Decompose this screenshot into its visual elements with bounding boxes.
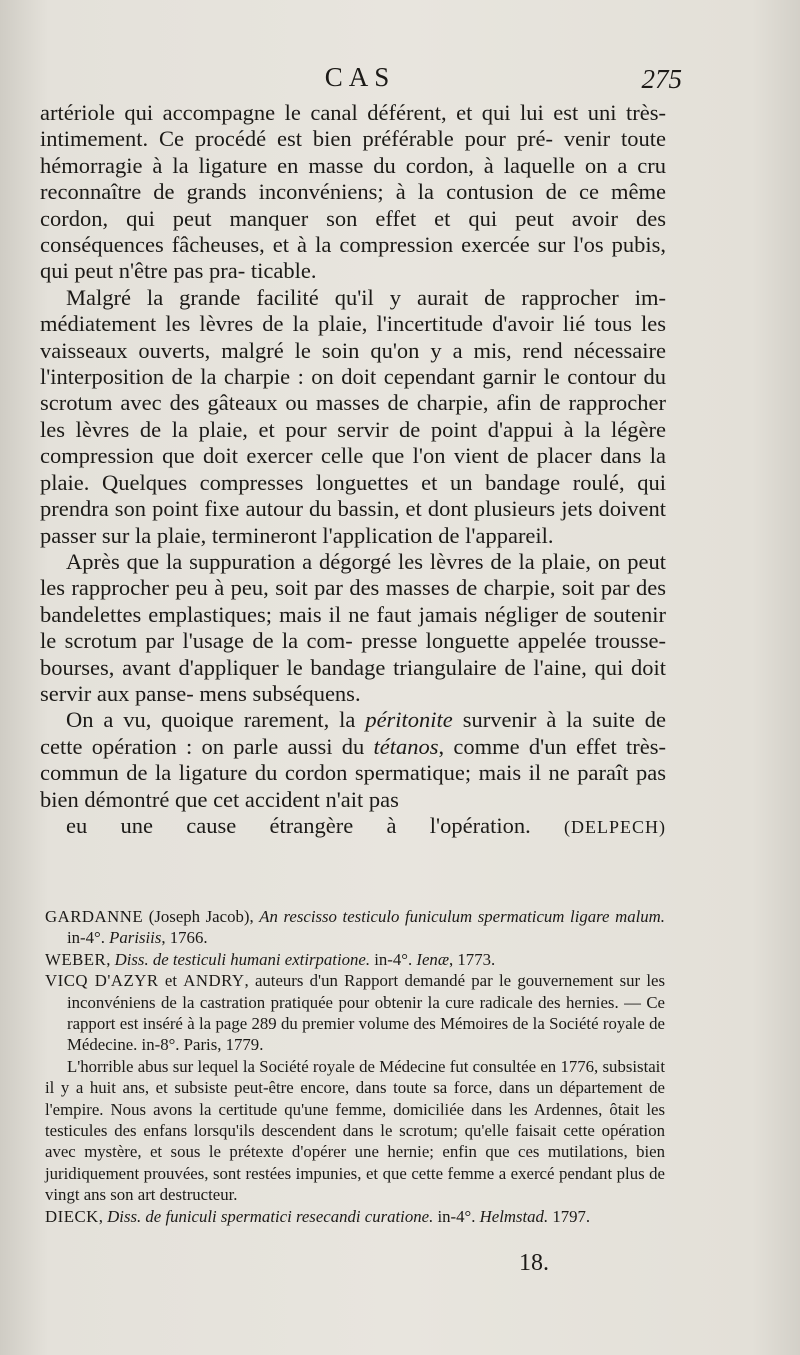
author-signature: (DELPECH) xyxy=(564,816,666,837)
reference-place: Helmstad. xyxy=(479,1206,549,1226)
text-line: exercer celle que l'on vient de placer dans la plaie. Quelques xyxy=(40,443,666,495)
reference-item xyxy=(45,906,665,949)
text-line: eu une cause étrangère à l'opération. xyxy=(66,812,531,838)
reference-place: Parisiis xyxy=(109,928,162,948)
text-line: très-intimement. Ce procédé est bien préférable pour pré- xyxy=(40,100,667,152)
text-line: compresses longuettes et un bandage roulé, qui prendra son xyxy=(40,469,667,522)
text-line: Après que la suppuration a dégorgé les lèvres de la plaie, xyxy=(66,548,591,574)
text-line: le bandage triangulaire de l'aine, qui doit servir aux panse- xyxy=(40,654,666,706)
page-number: 275 xyxy=(641,64,682,94)
reference-item xyxy=(45,949,665,970)
text-line: tous les vaisseaux ouverts, malgré le soin qu'on y a mis, rend xyxy=(40,311,666,363)
reference-author: GARDANNE xyxy=(45,907,144,926)
text-line: médiatement les lèvres de la plaie, l'incertitude d'avoir lié xyxy=(40,311,586,337)
page-header xyxy=(40,62,680,96)
text-line: passer sur la plaie, termineront l'application de l'appareil. xyxy=(40,522,554,548)
text-line: jamais négliger de soutenir le scrotum par l'usage de la com- xyxy=(40,601,666,654)
text-line: servir de point d'appui à la légère compression que doit xyxy=(40,416,666,469)
reference-sep: , xyxy=(106,949,115,969)
reference-format: in-4°. xyxy=(433,1206,480,1226)
text-line: mens subséquens. xyxy=(199,680,361,706)
text-line: charpie, soit par des bandelettes emplastiques; mais il ne faut xyxy=(40,575,667,627)
paragraph-2 xyxy=(40,285,666,549)
reference-names: (Joseph Jacob), xyxy=(143,907,260,926)
text-line: ticable. xyxy=(250,258,317,284)
text-line: presse longuette appelée trousse-bourses, avant d'appliquer xyxy=(40,628,667,680)
reference-note: L'horrible abus sur lequel la Société royale de Médecine fut consultée en 1776, subsistait il y a huit ans, et subsiste peut-être encore, dans toute sa force, dans un département de l'empire. Nous avons la certitude qu'une femme, domiciliée dans les Ardennes, ôtait les testicules des enfans lorsqu'ils descendent dans le scrotum; qu'elle faisait cette opération avec mystère, et sous le prétexte d'opérer une hernie; enfin que ces mutilations, bien juridiquement prouvées, sont restées impunies, et que cette femme a exercé pendant plus de vingt ans son art destructeur. xyxy=(45,1056,665,1205)
reference-sep: , xyxy=(98,1206,108,1226)
reference-item xyxy=(45,970,665,1056)
reference-item xyxy=(45,1206,665,1227)
text-line: mais il ne paraît pas bien démontré que cet accident n'ait pas xyxy=(40,760,666,812)
paragraph-3 xyxy=(40,549,666,707)
reference-year: 1797. xyxy=(548,1206,591,1226)
reference-title: An rescisso testiculo funiculum spermaticum ligare malum. xyxy=(259,907,665,926)
text-line: , comme xyxy=(438,733,520,759)
text-line: venir toute hémorragie à la ligature en masse du cordon, à xyxy=(40,126,666,178)
paragraph-1 xyxy=(40,100,666,285)
text-line: effet et qui peut avoir des conséquences fâcheuses, et à la xyxy=(40,205,666,258)
text-line: artériole qui accompagne le canal déférent, et qui lui est uni xyxy=(40,100,617,125)
reference-year: , 1766. xyxy=(161,928,208,948)
reference-text: , auteurs d'un Rapport demandé par le gouvernement sur les inconvéniens de la castration pratiquée pour obtenir la cure radicale des hernies. — Ce rapport est inséré à la page 289 du premier volume des Mémoires de la Société royale de Médecine. in-8°. Paris, 1779. xyxy=(67,971,665,1055)
main-text xyxy=(40,100,666,840)
reference-and: et xyxy=(158,971,184,991)
reference-title: Diss. de testiculi humani extirpatione. xyxy=(114,949,371,969)
paragraph-4 xyxy=(40,707,666,840)
text-line: contusion de ce même cordon, qui peut manquer son xyxy=(40,179,666,231)
text-line: On a vu, quoique rarement, la xyxy=(66,707,366,733)
reference-author: ANDRY xyxy=(183,971,245,991)
reference-format: in-4°. xyxy=(370,949,417,969)
text-line: compression exercée sur l'os pubis, qui peut n'être pas pra- xyxy=(40,232,667,284)
text-line: Malgré la grande facilité qu'il y aurait de rapprocher im- xyxy=(66,284,666,310)
reference-year: , 1773. xyxy=(449,949,496,969)
text-line: d'un effet très-commun de la ligature du cordon spermatique; xyxy=(40,733,667,786)
references xyxy=(45,906,665,1227)
text-line: survenir à la xyxy=(452,707,583,733)
reference-author: DIECK xyxy=(45,1206,99,1226)
italic-term: péritonite xyxy=(365,707,453,733)
signature-mark: 18. xyxy=(519,1250,549,1276)
text-line: on peut les rapprocher peu à peu, soit par des masses de xyxy=(40,548,666,601)
text-line: laquelle on a cru reconnaître de grands inconvéniens; à la xyxy=(40,152,666,205)
italic-term: tétanos xyxy=(373,733,439,759)
closing-line xyxy=(40,813,666,840)
text-line: de charpie, afin de rapprocher les lèvres de la plaie, et pour xyxy=(40,390,666,442)
text-line: garnir le contour du scrotum avec des gâteaux ou masses xyxy=(40,364,666,416)
text-line: suite de cette opération : on parle aussi du xyxy=(40,707,666,759)
reference-author: VICQ D'AZYR xyxy=(45,971,159,991)
reference-format: in-4°. xyxy=(67,928,110,948)
text-line: nécessaire l'interposition de la charpie : on doit cependant xyxy=(40,337,667,390)
reference-title: Diss. de funiculi spermatici resecandi curatione. xyxy=(107,1206,434,1226)
text-line: point fixe autour du bassin, et dont plusieurs jets doivent xyxy=(152,496,667,522)
reference-place: Ienæ xyxy=(416,949,450,969)
reference-author: WEBER xyxy=(45,949,107,969)
running-title: CAS xyxy=(324,62,396,92)
